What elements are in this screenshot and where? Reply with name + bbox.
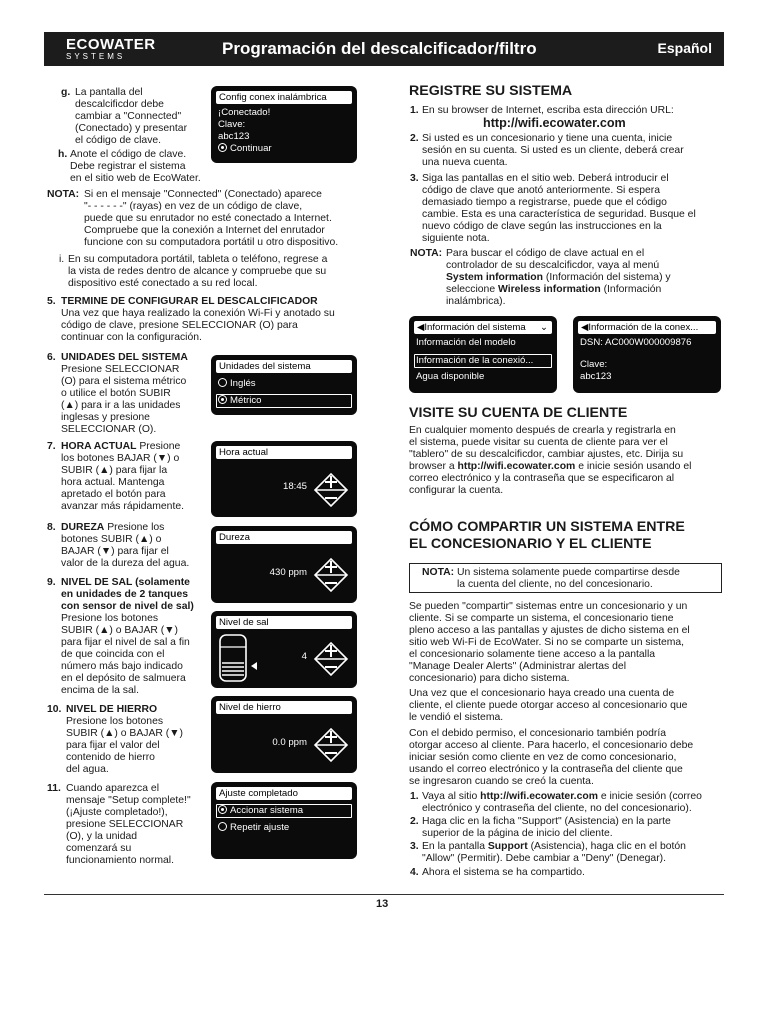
share-paragraph-2 <box>409 688 687 724</box>
units-screen <box>211 355 357 415</box>
brine-tank-icon <box>218 633 250 683</box>
reg-step-2-number: 2. <box>410 133 419 144</box>
system-info-screen <box>409 316 557 393</box>
line: descalcificdor debe <box>75 99 164 110</box>
salt-level-value: 4 <box>301 651 307 662</box>
screen-title: Hora actual <box>216 446 352 459</box>
share-nota-text <box>457 567 680 591</box>
line: En cualquier momento después de crearla y registrarla en <box>409 425 676 436</box>
line: para fijar el nivel de sal a fin <box>61 637 190 648</box>
up-down-arrows-icon <box>313 727 349 763</box>
share-note-box <box>409 563 722 593</box>
line: Anote el código de clave. <box>70 149 187 160</box>
hardness-value: 430 ppm <box>269 567 307 578</box>
share-paragraph-1 <box>409 601 690 685</box>
step-5-number: 5. <box>47 296 56 307</box>
share-step-1-number: 1. <box>410 791 419 802</box>
step-10-text <box>66 716 183 776</box>
reg-step-1-number: 1. <box>410 105 419 116</box>
line: Si usted es un concesionario y tiene una cuenta, inicie <box>422 133 673 144</box>
share-heading <box>409 519 685 553</box>
line: Una vez que el concesionario haya creado una cuenta de <box>409 688 675 699</box>
line-part: e inicie sesión usando el <box>578 461 692 472</box>
line <box>422 841 686 853</box>
radio-selected-icon <box>218 805 227 814</box>
step-i-text <box>68 254 327 290</box>
line: inalámbrica). <box>446 296 506 307</box>
line: con sensor de nivel de sal) <box>61 601 194 612</box>
line: "Allow" (Permitir). Debe cambiar a "Deny" (Denegar). <box>422 853 666 864</box>
up-down-arrows-icon <box>313 557 349 593</box>
continue-option <box>218 143 272 155</box>
line: dispositivo esté conectado a su red local. <box>68 278 258 289</box>
up-down-arrows-icon <box>313 641 349 677</box>
line: Haga clic en la ficha "Support" (Asistencia) en la parte <box>422 816 671 827</box>
line: la vista de redes dentro de alcance y compruebe que su <box>68 266 327 277</box>
line: continuar con la configuración. <box>61 332 202 343</box>
screen-line: abc123 <box>218 131 250 142</box>
line: (¡Ajuste completado!), <box>66 807 168 818</box>
radio-selected-icon <box>218 143 227 152</box>
line: SUBIR (▲) o BAJAR (▼) <box>61 625 178 636</box>
screen-title: Dureza <box>216 531 352 544</box>
line: BAJAR (▼) para fijar el <box>61 546 169 557</box>
line: superior de la página de inicio del cliente. <box>422 828 613 839</box>
share-paragraph-3 <box>409 728 693 788</box>
brand-sub: SYSTEMS <box>66 52 126 61</box>
line: La pantalla del <box>75 87 143 98</box>
reg-step-3-text <box>422 173 696 245</box>
line: se ingresaron cuando se creó la cuenta. <box>409 776 594 787</box>
screen-title <box>578 321 716 334</box>
key-value: abc123 <box>580 371 612 382</box>
line <box>446 284 671 296</box>
share-step-3-number: 3. <box>410 841 419 852</box>
line: le vendió el sistema. <box>409 712 504 723</box>
line: demasiado tiempo a registrarse, puede que el código <box>422 197 667 208</box>
reg-step-2-text <box>422 133 684 169</box>
line: Presione <box>139 441 181 452</box>
option-accionar <box>218 805 303 817</box>
line: cambie. Esta es una característica de seguridad. Busque el <box>422 209 696 220</box>
nota-text <box>84 189 338 249</box>
line-part: (Asistencia), haga clic en el botón <box>530 841 686 852</box>
line: NIVEL DE SAL (solamente <box>61 577 190 588</box>
line: "- - - - - -" (rayas) en vez de un código de clave, <box>84 201 303 212</box>
reg-step-1-text: En su browser de Internet, escriba esta dirección URL: <box>422 105 674 116</box>
line: avanzar más rápidamente. <box>61 501 185 512</box>
line: SUBIR (▲) para fijar la <box>61 465 168 476</box>
line: el concesionario solamente tiene acceso a la pantalla <box>409 649 656 660</box>
line: (O), y la unidad <box>66 831 138 842</box>
screen-line: Clave: <box>218 119 246 130</box>
line: otorgar acceso al cliente. Para hacerlo, el concesionario debe <box>409 740 694 751</box>
radio-icon <box>218 822 227 831</box>
step-7-number: 7. <box>47 441 56 452</box>
step-8-number: 8. <box>47 522 56 533</box>
line: iniciar sesión como cliente en vez de como concesionario, <box>409 752 677 763</box>
line-part: Vaya al sitio <box>422 791 478 802</box>
footer-divider <box>44 894 724 895</box>
line-part: En la pantalla <box>422 841 485 852</box>
line: Presione los botones <box>66 716 164 727</box>
share-step-3-text <box>422 841 686 865</box>
option-label: Métrico <box>230 395 262 406</box>
iron-value: 0.0 ppm <box>272 737 307 748</box>
step-h-letter: h. <box>58 149 68 160</box>
page-title: Programación del descalcificador/filtro <box>222 39 537 58</box>
register-heading: REGISTRE SU SISTEMA <box>409 83 573 99</box>
line: hora actual. Mantenga <box>61 477 165 488</box>
reg-nota-label: NOTA: <box>410 248 443 259</box>
radio-selected-icon <box>218 395 227 404</box>
option-label: Continuar <box>230 143 272 154</box>
dsn-line: DSN: AC000W000009876 <box>580 337 692 348</box>
line: usando el correo electrónico y la contraseña del cliente que <box>409 764 683 775</box>
step-10-title: NIVEL DE HIERRO <box>66 704 158 715</box>
line: Compruebe que la conexión a Internet del enrutador <box>84 225 325 236</box>
line: correo electrónico y la contraseña que se especificaron al <box>409 473 675 484</box>
step-h-text <box>70 149 201 185</box>
option-ingles <box>218 378 256 390</box>
option-repetir <box>218 822 289 834</box>
step-11-number: 11. <box>47 783 61 794</box>
line: código de clave, presione SELECCIONAR (O) para <box>61 320 298 331</box>
line: Un sistema solamente puede compartirse desde <box>457 567 680 578</box>
line: la cuenta del cliente, no del concesionario. <box>457 579 653 590</box>
visit-heading: VISITE SU CUENTA DE CLIENTE <box>409 405 628 421</box>
line: controlador de su descalcificdor, vaya al menú <box>446 260 660 271</box>
line: EL CONCESIONARIO Y EL CLIENTE <box>409 536 652 552</box>
line: Si en el mensaje "Connected" (Conectado) aparece <box>84 189 322 200</box>
line: en unidades de 2 tanques <box>61 589 189 600</box>
line: Para buscar el código de clave actual en el <box>446 248 645 259</box>
line: apretado el botón para <box>61 489 166 500</box>
page-header <box>44 32 724 66</box>
option-metrico <box>218 395 261 407</box>
nota-label: NOTA: <box>47 189 80 200</box>
step-9-number: 9. <box>47 577 56 588</box>
step-title: HORA ACTUAL <box>61 441 137 452</box>
line: pleno acceso a las pantallas y ajustes de dicho sistema en el <box>409 625 690 636</box>
step-11-text <box>66 783 191 867</box>
share-step-2-number: 2. <box>410 816 419 827</box>
line: Siga las pantallas en el sitio web. Deberá introducir el <box>422 173 669 184</box>
step-i-letter: i. <box>59 254 65 265</box>
line: de que coincida con el <box>61 649 165 660</box>
step-8-text <box>61 534 189 570</box>
step-7-text <box>61 453 184 513</box>
line: "tablero" de su descalcificdor, cambiar ajustes, etc. Dirija su <box>409 449 684 460</box>
line: Con el debido permiso, el concesionario también podría <box>409 728 667 739</box>
line: una nueva cuenta. <box>422 157 508 168</box>
line: número más bajo indicado <box>61 661 183 672</box>
share-nota-label: NOTA: <box>422 567 455 578</box>
back-arrow-icon: ◀ <box>581 322 589 333</box>
line: (▲) para ir a las unidades <box>61 400 181 411</box>
tab-name: Support <box>487 841 528 852</box>
dropdown-arrow-icon: ⌄ <box>539 322 548 333</box>
screen-title: Nivel de sal <box>216 616 352 629</box>
line: (Conectado) y presentar <box>75 123 188 134</box>
menu-item-model: Información del modelo <box>416 337 516 348</box>
line: En su computadora portátil, tableta o teléfono, regrese a <box>68 254 328 265</box>
step-8-heading <box>61 522 164 534</box>
menu-name: System information <box>446 272 543 283</box>
time-value: 18:45 <box>282 481 307 492</box>
line-part: e inicie sesión (correo <box>600 791 702 802</box>
line: del agua. <box>66 764 109 775</box>
option-label: Accionar sistema <box>230 805 304 816</box>
line: los botones BAJAR (▼) o <box>61 453 180 464</box>
up-down-arrows-icon <box>313 472 349 508</box>
line: en el sitio web de EcoWater. <box>70 173 201 184</box>
share-step-2-text <box>422 816 671 840</box>
line: presione SELECCIONAR <box>66 819 184 830</box>
hardness-screen <box>211 526 357 603</box>
line: Una vez que haya realizado la conexión Wi-Fi y anotado su <box>61 308 335 319</box>
radio-icon <box>218 378 227 387</box>
url-text: http://wifi.ecowater.com <box>457 461 576 472</box>
step-10-number: 10. <box>47 704 62 715</box>
step-9-text <box>61 613 190 697</box>
visit-text <box>409 425 691 497</box>
brand-logo: ECOWATER <box>66 36 156 53</box>
iron-screen <box>211 696 357 773</box>
line: configurar la cuenta. <box>409 485 504 496</box>
line: Se pueden "compartir" sistemas entre un concesionario y un <box>409 601 688 612</box>
line: Cuando aparezca el <box>66 783 160 794</box>
line: valor de la dureza del agua. <box>61 558 190 569</box>
screen-title: Ajuste completado <box>216 787 352 800</box>
key-label: Clave: <box>580 359 608 370</box>
line: contenido de hierro <box>66 752 155 763</box>
line: cliente. Si se comparte un sistema, el concesionario tiene <box>409 613 674 624</box>
url-text: http://wifi.ecowater.com <box>480 791 598 802</box>
time-screen <box>211 441 357 517</box>
menu-item-connection: Información de la conexió... <box>416 355 534 366</box>
menu-name: Wireless information <box>498 284 601 295</box>
register-url: http://wifi.ecowater.com <box>483 116 626 130</box>
screen-title: Nivel de hierro <box>216 701 352 714</box>
line: electrónico y contraseña del cliente, no del concesionario). <box>422 803 692 814</box>
line: o utilice el botón SUBIR <box>61 388 171 399</box>
line: CÓMO COMPARTIR UN SISTEMA ENTRE <box>409 519 685 535</box>
page-number: 13 <box>376 898 389 910</box>
step-g-text <box>75 87 187 147</box>
option-label: Repetir ajuste <box>230 822 290 833</box>
line: sitio web Wi-Fi de EcoWater. Si no se comparte un sistema, <box>409 637 685 648</box>
line: Debe registrar el sistema <box>70 161 186 172</box>
line <box>409 461 691 473</box>
share-step-1-text <box>422 791 702 815</box>
level-pointer-icon <box>251 662 257 670</box>
reg-step-3-number: 3. <box>410 173 419 184</box>
reg-nota-text <box>446 248 671 308</box>
line: Presione los <box>107 522 165 533</box>
line: funcionamiento normal. <box>66 855 175 866</box>
line <box>446 272 671 284</box>
line: código de clave que anotó anteriormente. Si espera <box>422 185 660 196</box>
step-6-number: 6. <box>47 352 56 363</box>
line: concesionario) para dicho sistema. <box>409 673 570 684</box>
screen-title: Unidades del sistema <box>216 360 352 373</box>
wifi-screen <box>211 86 357 163</box>
step-5-title: TERMINE DE CONFIGURAR EL DESCALCIFICADOR <box>61 296 318 307</box>
share-step-4-number: 4. <box>410 867 419 878</box>
line: cliente, el cliente puede otorgar acceso al concesionario que <box>409 700 688 711</box>
line: siguiente nota. <box>422 233 490 244</box>
line: "Manage Dealer Alerts" (Administrar alertas del <box>409 661 627 672</box>
line: puede que su enrutador no esté conectado a Internet. <box>84 213 332 224</box>
line: el sistema, puede visitar su cuenta de cliente para ver el <box>409 437 668 448</box>
back-arrow-icon: ◀ <box>417 322 425 333</box>
line: para fijar el valor del <box>66 740 160 751</box>
connection-info-screen <box>573 316 721 393</box>
line: Presione SELECCIONAR <box>61 364 180 375</box>
menu-item-water: Agua disponible <box>416 371 485 382</box>
line: (O) para el sistema métrico <box>61 376 187 387</box>
line: Presione los botones <box>61 613 159 624</box>
step-6-text <box>61 364 186 436</box>
step-7-heading <box>61 441 180 453</box>
line: SELECCIONAR (O). <box>61 424 157 435</box>
title-text: Información de la conex... <box>588 322 699 333</box>
title-text: Información del sistema <box>424 322 526 333</box>
line-part: (Información <box>603 284 662 295</box>
step-6-title: UNIDADES DEL SISTEMA <box>61 352 188 363</box>
line: nuevo código de clave según las instrucciones en la <box>422 221 662 232</box>
line: funcione con su computadora portátil u otro dispositivo. <box>84 237 339 248</box>
line-part: seleccione <box>446 284 496 295</box>
screen-title <box>414 321 552 334</box>
screen-title: Config conex inalámbrica <box>216 91 352 104</box>
line: inglesas y presione <box>61 412 150 423</box>
step-9-title <box>61 577 194 613</box>
line: botones SUBIR (▲) o <box>61 534 162 545</box>
line: mensaje "Setup complete!" <box>66 795 191 806</box>
salt-screen <box>211 611 357 688</box>
line: sesión en su cuenta. Si usted es un cliente, deberá crear <box>422 145 684 156</box>
option-label: Inglés <box>230 378 256 389</box>
line <box>422 791 702 803</box>
share-step-4-text: Ahora el sistema se ha compartido. <box>422 867 585 878</box>
line: SUBIR (▲) o BAJAR (▼) <box>66 728 183 739</box>
language-label: Español <box>657 40 712 56</box>
line-part: (Información del sistema) y <box>545 272 671 283</box>
line: el código de clave. <box>75 135 162 146</box>
step-5-text <box>61 308 335 344</box>
step-g-letter: g. <box>61 87 71 98</box>
step-title: DUREZA <box>61 522 105 533</box>
screen-line: ¡Conectado! <box>218 107 271 118</box>
line: encima de la sal. <box>61 685 139 696</box>
line-part: browser a <box>409 461 455 472</box>
line: en el depósito de salmuera <box>61 673 186 684</box>
line: cambiar a "Connected" <box>75 111 182 122</box>
setup-complete-screen <box>211 782 357 859</box>
line: comenzará su <box>66 843 132 854</box>
